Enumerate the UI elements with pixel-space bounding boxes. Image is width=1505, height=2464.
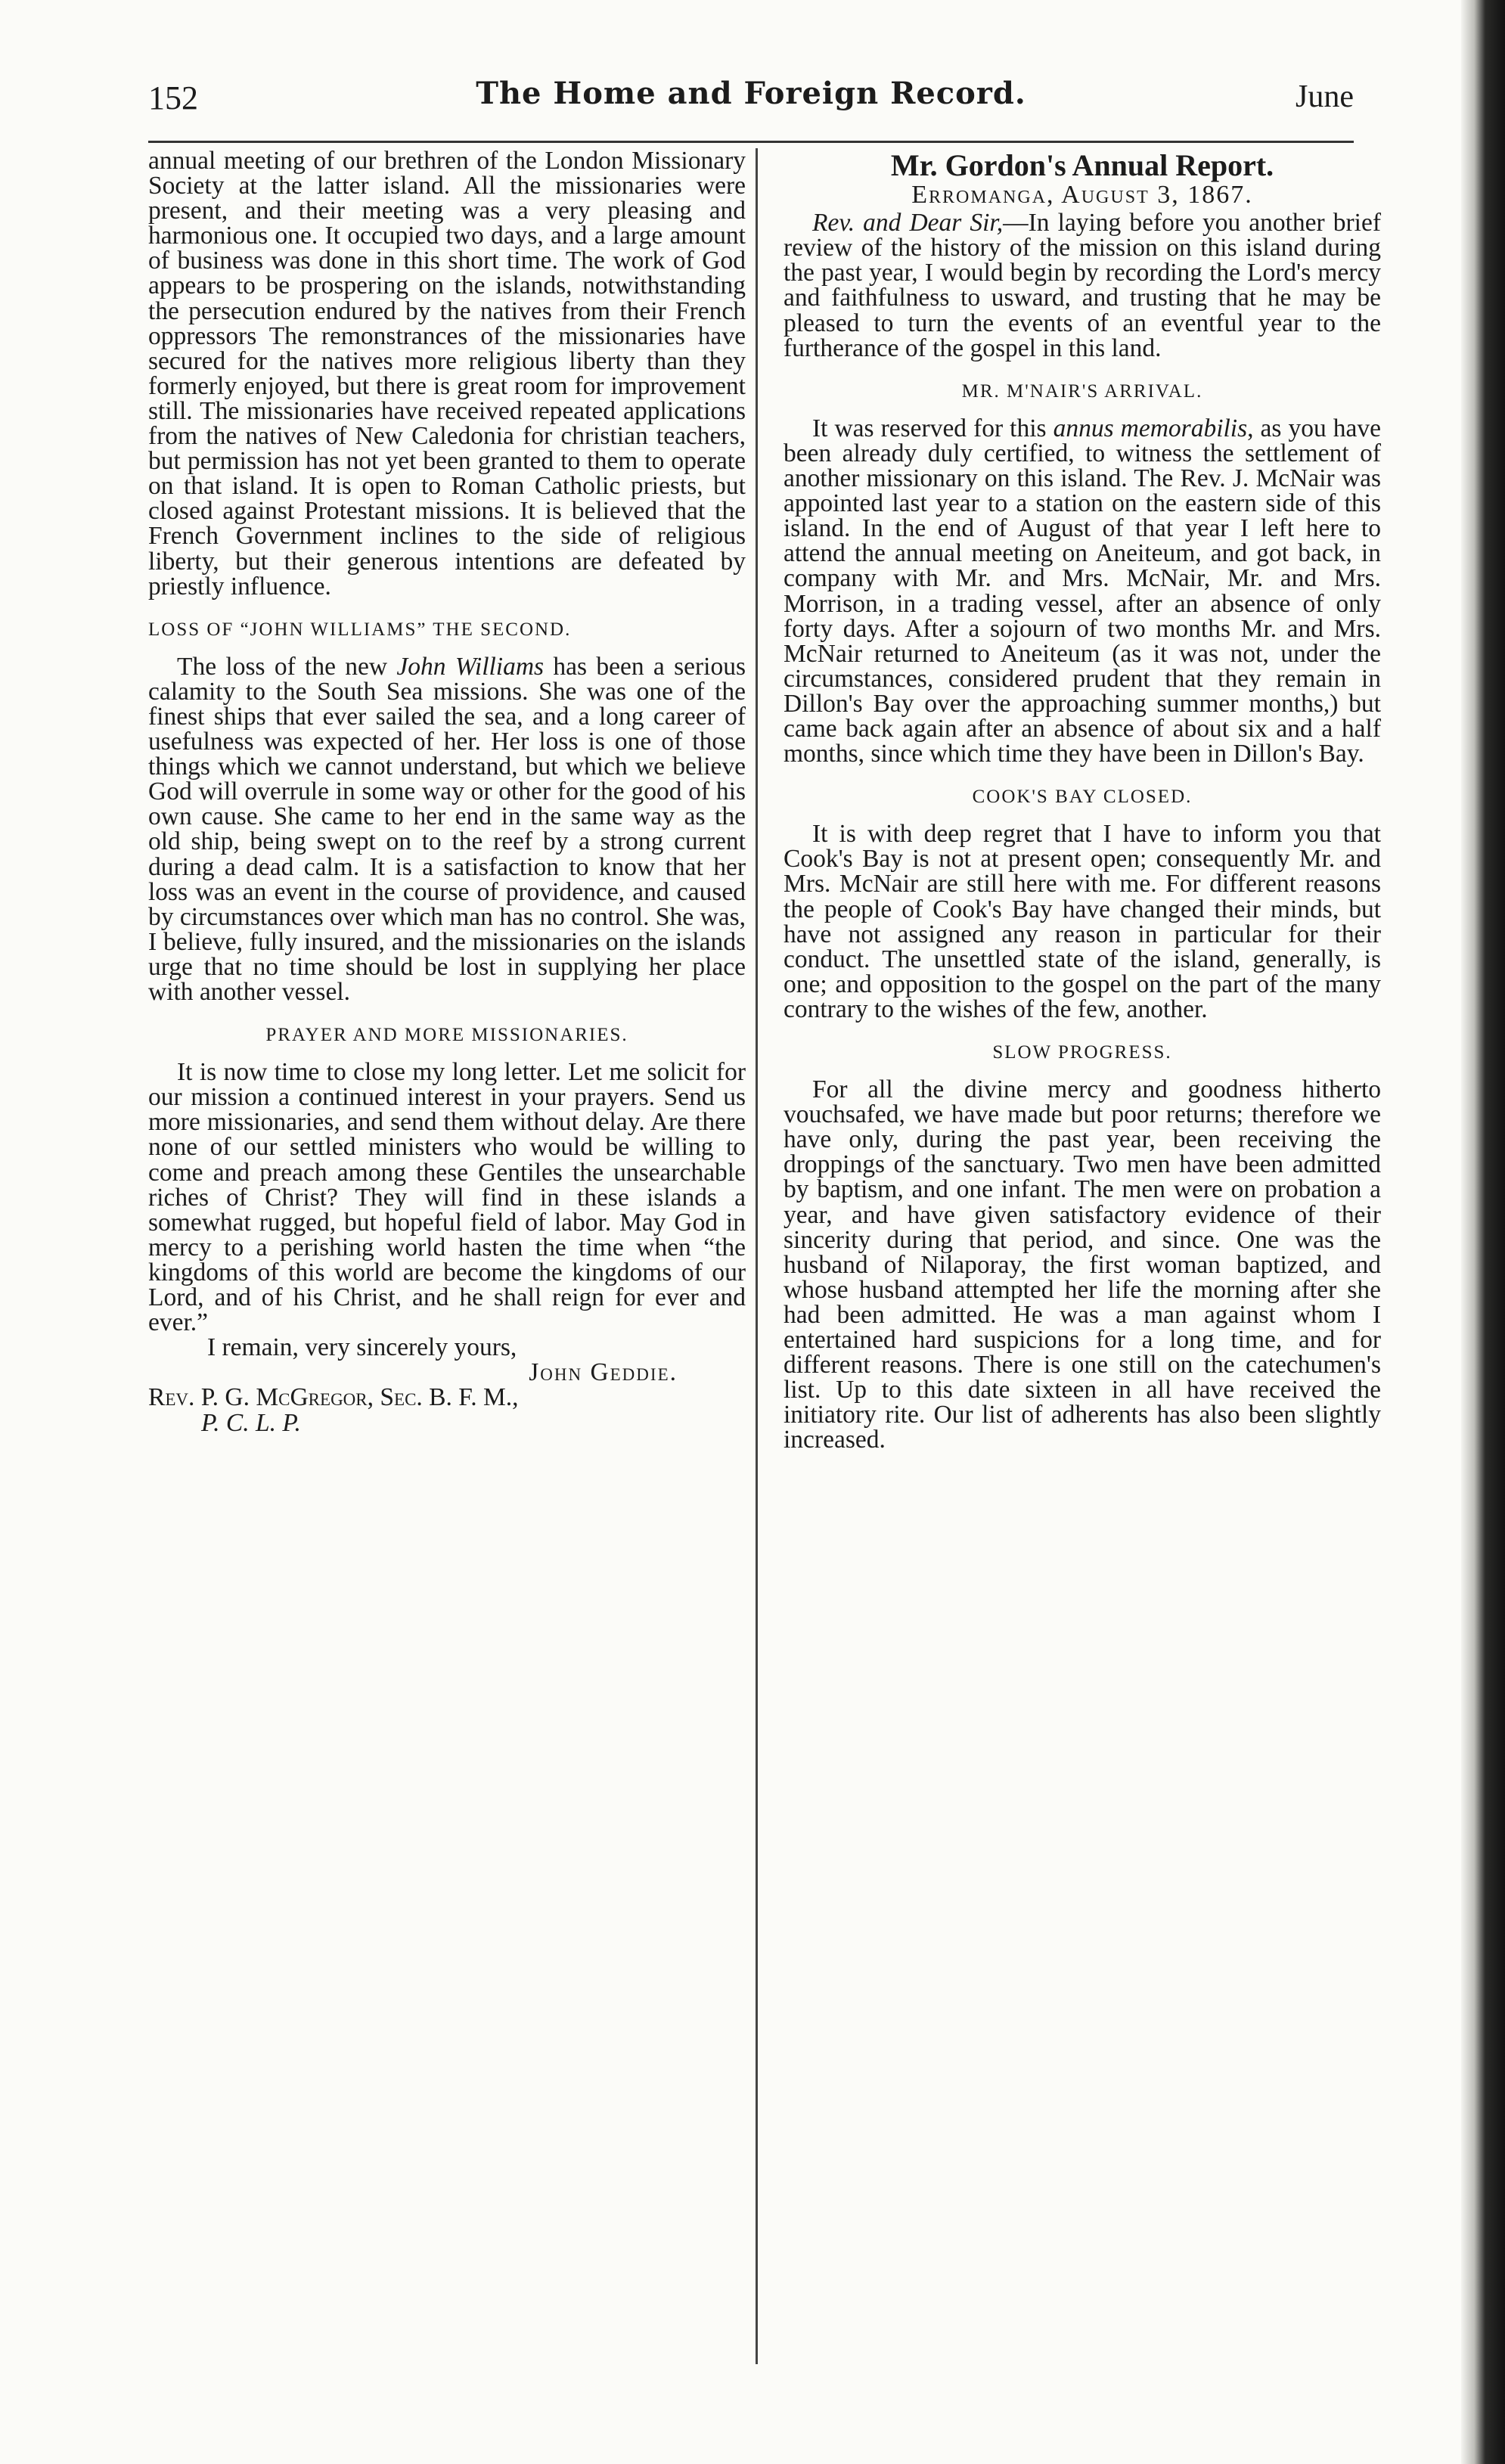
addressee-line-1: Rev. P. G. McGregor, Sec. B. F. M.,	[148, 1383, 519, 1412]
paragraph-slow-progress: For all the divine mercy and goodness hitherto vouchsafed, we have made but poor returns; therefore we have only, during the past year, been receiving the droppings of the sanctuary. Two men have been admitted by baptism, and one infant. The men were on probation a year, and have given satisfactory evidence of their sincerity during that period, and since. One was the husband of Nilaporay, the first woman baptized, and whose husband attempted her life the morning after she had been admitted. He was a man against whom I entertained hard suspicions for a long time, and for different reasons. There is one still on the catechumen's list. Up to this date sixteen in all have received the initiatory rite. Our list of adherents has also been slightly increased.	[784, 1075, 1381, 1454]
running-title: The Home and Foreign Record.	[476, 76, 1026, 111]
text-run: —In laying before you another brief review of the history of the mission on this island during the past year, I would begin by recording the Lord's mercy and faithfulness to usward, and trusting that he may be pleased to turn the events of an eventful year to the furtherance of the gospel in this land.	[784, 209, 1381, 362]
addressee-line-2: P. C. L. P.	[201, 1408, 301, 1437]
text-run: The loss of the new	[177, 652, 397, 681]
paragraph-cooks-bay: It is with deep regret that I have to inform you that Cook's Bay is not at present open; consequently Mr. and Mrs. McNair are still here with me. For different reasons the people of Cook's Bay have changed their minds, but have not assigned any reason in particular for their conduct. The unsettled state of the island, generally, is one; and opposition to the gospel on the part of the many contrary to the wishes of the few, another.	[784, 820, 1381, 1023]
page-number: 152	[148, 79, 198, 116]
right-column	[784, 148, 1381, 1453]
closing-line: I remain, very sincerely yours,	[207, 1333, 517, 1362]
section-heading-cooks-bay: COOK'S BAY CLOSED.	[972, 787, 1193, 808]
text-run: It was reserved for this	[812, 414, 1054, 442]
scanned-page-edge	[1461, 0, 1505, 2464]
page-header	[148, 76, 1354, 127]
left-column	[148, 148, 746, 1435]
dateline: Erromanga, August 3, 1867.	[911, 181, 1253, 209]
salutation: Rev. and Dear Sir,	[812, 209, 1004, 237]
issue-month: June	[1296, 79, 1354, 114]
paragraph-loss	[148, 654, 746, 1004]
column-divider	[756, 148, 758, 2364]
section-heading-mcnair: MR. M'NAIR'S ARRIVAL.	[961, 380, 1203, 402]
text-run: has been a serious calamity to the South Sea missions. She was one of the finest ships that ever sailed the sea, and a long career of usefulness was expected of her. Her loss is one of those things which we cannot understand, but which we believe God will overrule in some way or other for the good of his own cause. She came to her end in the same way as the old ship, being swept on to the reef by a strong current during a dead calm. It is a satisfaction to know that her loss was an event in the course of providence, and caused by circumstances over which man has no control. She was, I believe, fully insured, and the missionaries on the islands urge that no time should be lost in supplying her place with another vessel.	[148, 652, 746, 1006]
section-heading-slow-progress: SLOW PROGRESS.	[992, 1042, 1172, 1063]
ship-name: John Williams	[396, 652, 545, 681]
paragraph-mcnair	[784, 416, 1381, 766]
header-rule	[148, 141, 1354, 143]
text-run: , as you have been already duly certified, to witness the settlement of another missionary on this island. The Rev. J. McNair was appointed last year to a station on the eastern side of this island. In the end of August of that year I left here to attend the annual meeting on Aneiteum, and got back, in company with Mr. and Mrs. McNair, Mr. and Mrs. Morrison, in a trading vessel, after an absence of only forty days. After a sojourn of two months Mr. and Mrs. McNair returned to Aneiteum (as it was not, under the circumstances, considered prudent that they remain in Dillon's Bay over the approaching summer months,) but came back again after an absence of about six and a half months, since which time they have been in Dillon's Bay.	[784, 414, 1381, 768]
signature: John Geddie.	[529, 1358, 678, 1387]
latin-phrase: annus memorabilis	[1053, 414, 1248, 442]
section-heading-loss: LOSS OF “JOHN WILLIAMS” THE SECOND.	[148, 619, 572, 640]
section-heading-prayer: PRAYER AND MORE MISSIONARIES.	[265, 1025, 628, 1046]
paragraph-prayer: It is now time to close my long letter. Let me solicit for our mission a continued interest in your prayers. Send us more missionaries, and send them without delay. Are there none of our settled ministers who would be willing to come and preach among these Gentiles the unsearchable riches of Christ? They will find in these islands a somewhat rugged, but hopeful field of labor. May God in mercy to a perishing world hasten the time when “the kingdoms of this world are become the kingdoms of our Lord, and of his Christ, and he shall reign for ever and ever.”	[148, 1058, 746, 1337]
paragraph-annual-meeting: annual meeting of our brethren of the London Missionary Society at the latter island. All the missionaries were present, and their meeting was a very pleasing and harmonious one. It occupied two days, and a large amount of business was done in this short time. The work of God appears to be prospering on the islands, notwithstanding the persecution endured by the natives from their French oppressors The remonstrances of the missionaries have secured for the natives more religious liberty than they formerly enjoyed, but there is great room for improvement still. The missionaries have received repeated applications from the natives of New Caledonia for christian teachers, but permission has not yet been granted to them to operate on that island. It is open to Roman Catholic priests, but closed against Protestant missions. It is believed that the French Government inclines to the side of religious liberty, but their generous intentions are defeated by priestly influence.	[148, 147, 746, 600]
report-title: Mr. Gordon's Annual Report.	[890, 148, 1274, 182]
paragraph-intro	[784, 210, 1381, 361]
